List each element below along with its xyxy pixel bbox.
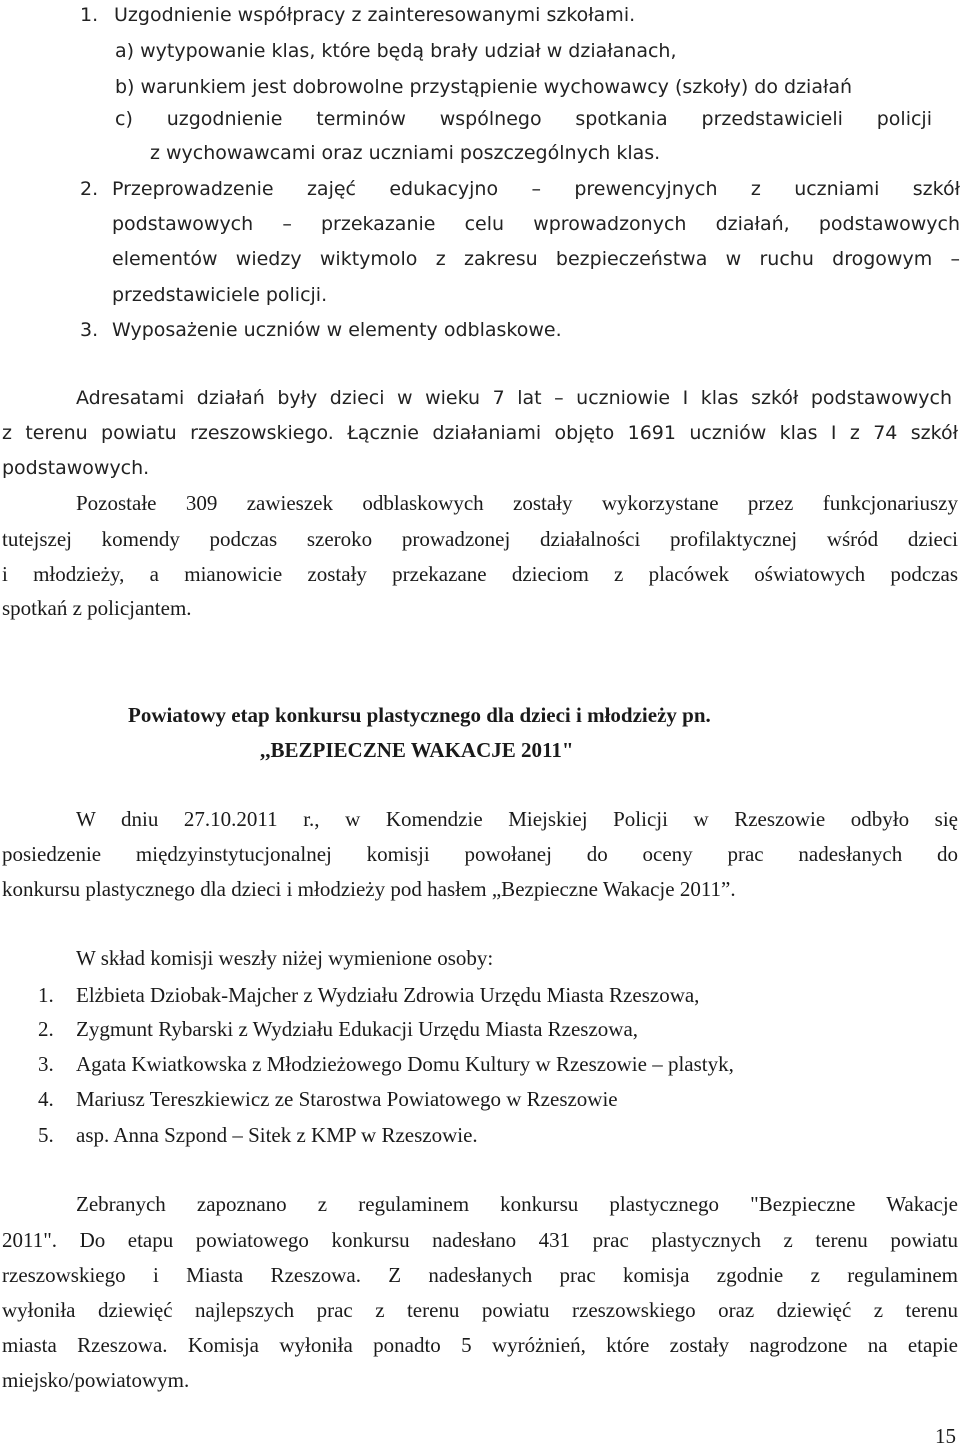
paragraph-line: 2011". Do etapu powiatowego konkursu nadesłano 431 prac plastycznych z terenu powiatu	[2, 1228, 958, 1252]
paragraph-line: z terenu powiatu rzeszowskiego. Łącznie działaniami objęto 1691 uczniów klas I z 74 szkół	[2, 422, 958, 444]
paragraph-line: tutejszej komendy podczas szeroko prowadzonej działalności profilaktycznej wśród dzieci	[2, 527, 958, 551]
heading-line-1: Powiatowy etap konkursu plastycznego dla dzieci i młodzieży pn.	[128, 703, 711, 727]
list-item-number: 1.	[80, 4, 99, 26]
paragraph-line: wyłoniła dziewięć najlepszych prac z terenu powiatu rzeszowskiego oraz dziewięć z terenu	[2, 1298, 958, 1322]
member-text: Zygmunt Rybarski z Wydziału Edukacji Urzędu Miasta Rzeszowa,	[76, 1017, 639, 1041]
paragraph-line: miasta Rzeszowa. Komisja wyłoniła ponadto 5 wyróżnień, które zostały nagrodzone na etapie	[2, 1333, 958, 1357]
list-item-3-text: Wyposażenie uczniów w elementy odblaskowe.	[112, 319, 562, 341]
committee-member	[38, 1123, 478, 1148]
sub-item-c: c) uzgodnienie terminów wspólnego spotkania przedstawicieli policji	[115, 108, 932, 130]
committee-member	[38, 1087, 618, 1112]
committee-member	[38, 1017, 639, 1042]
list-item-1	[80, 4, 636, 26]
member-number: 5.	[38, 1123, 54, 1147]
committee-intro: W skład komisji weszły niżej wymienione osoby:	[76, 946, 494, 970]
list-item-2-line-1: Przeprowadzenie zajęć edukacyjno – prewencyjnych z uczniami szkół	[112, 178, 960, 200]
paragraph-line: posiedzenie międzyinstytucjonalnej komisji powołanej do oceny prac nadesłanych do	[2, 842, 958, 866]
member-number: 2.	[38, 1017, 54, 1041]
member-text: Elżbieta Dziobak-Majcher z Wydziału Zdrowia Urzędu Miasta Rzeszowa,	[76, 983, 700, 1007]
paragraph-line: konkursu plastycznego dla dzieci i młodzieży pod hasłem „Bezpieczne Wakacje 2011”.	[2, 877, 736, 901]
member-number: 3.	[38, 1052, 54, 1076]
paragraph-line: miejsko/powiatowym.	[2, 1368, 190, 1392]
list-item-2-line-2: podstawowych – przekazanie celu wprowadzonych działań, podstawowych	[112, 213, 960, 235]
sub-item-c-continued: z wychowawcami oraz uczniami poszczególnych klas.	[150, 142, 661, 164]
member-number: 4.	[38, 1087, 54, 1111]
committee-member	[38, 1052, 734, 1077]
member-text: Agata Kwiatkowska z Młodzieżowego Domu Kultury w Rzeszowie – plastyk,	[76, 1052, 734, 1076]
member-number: 1.	[38, 983, 54, 1007]
paragraph-line: Pozostałe 309 zawieszek odblaskowych zostały wykorzystane przez funkcjonariuszy	[76, 491, 958, 515]
paragraph-line: W dniu 27.10.2011 r., w Komendzie Miejskiej Policji w Rzeszowie odbyło się	[76, 807, 958, 831]
list-item-2-line-4: przedstawiciele policji.	[112, 284, 328, 306]
list-item-text: Uzgodnienie współpracy z zainteresowanymi szkołami.	[114, 4, 636, 26]
paragraph-line: Zebranych zapoznano z regulaminem konkursu plastycznego "Bezpieczne Wakacje	[76, 1192, 958, 1216]
page-number: 15	[935, 1424, 956, 1448]
paragraph-line: spotkań z policjantem.	[2, 596, 192, 620]
paragraph-line: rzeszowskiego i Miasta Rzeszowa. Z nadesłanych prac komisja zgodnie z regulaminem	[2, 1263, 958, 1287]
member-text: asp. Anna Szpond – Sitek z KMP w Rzeszowie.	[76, 1123, 478, 1147]
list-item-number: 2.	[80, 178, 99, 200]
sub-item-b: b) warunkiem jest dobrowolne przystąpienie wychowawcy (szkoły) do działań	[115, 76, 853, 98]
paragraph-line: podstawowych.	[2, 457, 150, 479]
list-item-2-line-3: elementów wiedzy wiktymolo z zakresu bezpieczeństwa w ruchu drogowym –	[112, 248, 960, 270]
paragraph-line: i młodzieży, a mianowicie zostały przekazane dzieciom z placówek oświatowych podczas	[2, 562, 958, 586]
list-item-number: 3.	[80, 319, 99, 341]
committee-member	[38, 983, 700, 1008]
sub-item-a: a) wytypowanie klas, które będą brały udział w działanach,	[115, 40, 677, 62]
heading-line-2: ,,BEZPIECZNE WAKACJE 2011"	[260, 738, 574, 762]
member-text: Mariusz Tereszkiewicz ze Starostwa Powiatowego w Rzeszowie	[76, 1087, 618, 1111]
paragraph-line: Adresatami działań były dzieci w wieku 7 lat – uczniowie I klas szkół podstawowych	[76, 387, 952, 409]
